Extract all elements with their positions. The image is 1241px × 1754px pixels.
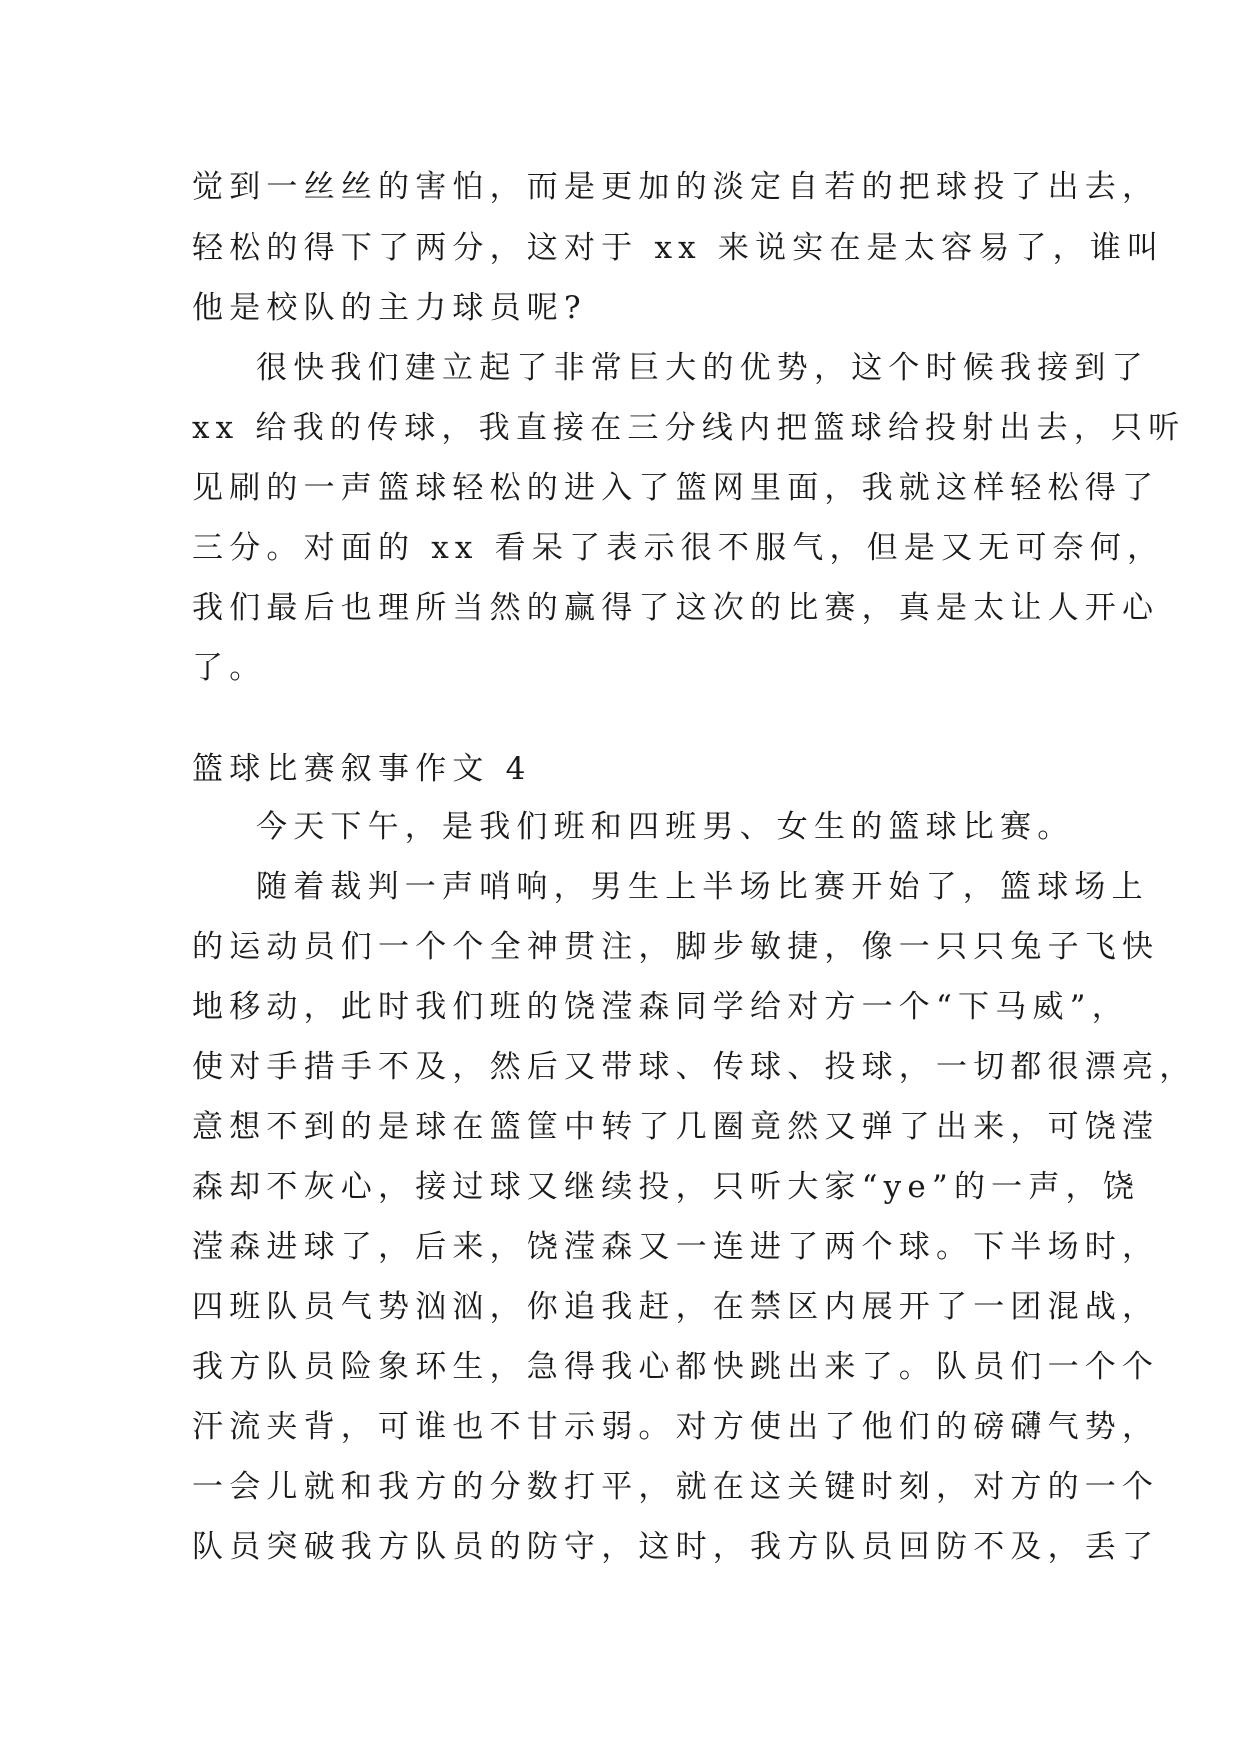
text-line: 四班队员气势汹汹，你追我赶，在禁区内展开了一团混战， bbox=[192, 1289, 1160, 1325]
text-line: 很快我们建立起了非常巨大的优势，这个时候我接到了 bbox=[256, 350, 1149, 386]
text-line: 滢森进球了，后来，饶滢森又一连进了两个球。下半场时， bbox=[192, 1229, 1160, 1265]
text-line: 的运动员们一个个全神贯注，脚步敏捷，像一只只兔子飞快 bbox=[192, 929, 1160, 965]
section-heading: 篮球比赛叙事作文 4 bbox=[192, 751, 532, 787]
text-line: 意想不到的是球在篮筐中转了几圈竟然又弹了出来，可饶滢 bbox=[192, 1109, 1160, 1145]
text-line: 森却不灰心，接过球又继续投，只听大家“ye”的一声，饶 bbox=[192, 1169, 1140, 1205]
text-line: 我方队员险象环生，急得我心都快跳出来了。队员们一个个 bbox=[192, 1349, 1160, 1385]
text-line: 今天下午，是我们班和四班男、女生的篮球比赛。 bbox=[256, 809, 1075, 845]
text-line: xx 给我的传球，我直接在三分线内把篮球给投射出去，只听 bbox=[192, 410, 1186, 446]
text-line: 三分。对面的 xx 看呆了表示很不服气，但是又无可奈何， bbox=[192, 530, 1165, 566]
text-line: 见刷的一声篮球轻松的进入了篮网里面，我就这样轻松得了 bbox=[192, 470, 1160, 506]
text-line: 一会儿就和我方的分数打平，就在这关键时刻，对方的一个 bbox=[192, 1469, 1160, 1505]
text-line: 队员突破我方队员的防守，这时，我方队员回防不及，丢了 bbox=[192, 1529, 1160, 1565]
text-line: 汗流夹背，可谁也不甘示弱。对方使出了他们的磅礴气势， bbox=[192, 1409, 1160, 1445]
text-line: 地移动，此时我们班的饶滢森同学给对方一个“下马威”， bbox=[192, 989, 1129, 1025]
text-line: 轻松的得下了两分，这对于 xx 来说实在是太容易了，谁叫 bbox=[192, 230, 1165, 266]
text-line: 使对手措手不及，然后又带球、传球、投球，一切都很漂亮， bbox=[192, 1049, 1197, 1085]
text-line: 他是校队的主力球员呢? bbox=[192, 290, 587, 326]
text-line: 随着裁判一声哨响，男生上半场比赛开始了，篮球场上 bbox=[256, 869, 1149, 905]
text-line: 我们最后也理所当然的赢得了这次的比赛，真是太让人开心 bbox=[192, 590, 1160, 626]
text-line: 觉到一丝丝的害怕，而是更加的淡定自若的把球投了出去， bbox=[192, 169, 1160, 205]
text-line: 了。 bbox=[192, 650, 267, 686]
